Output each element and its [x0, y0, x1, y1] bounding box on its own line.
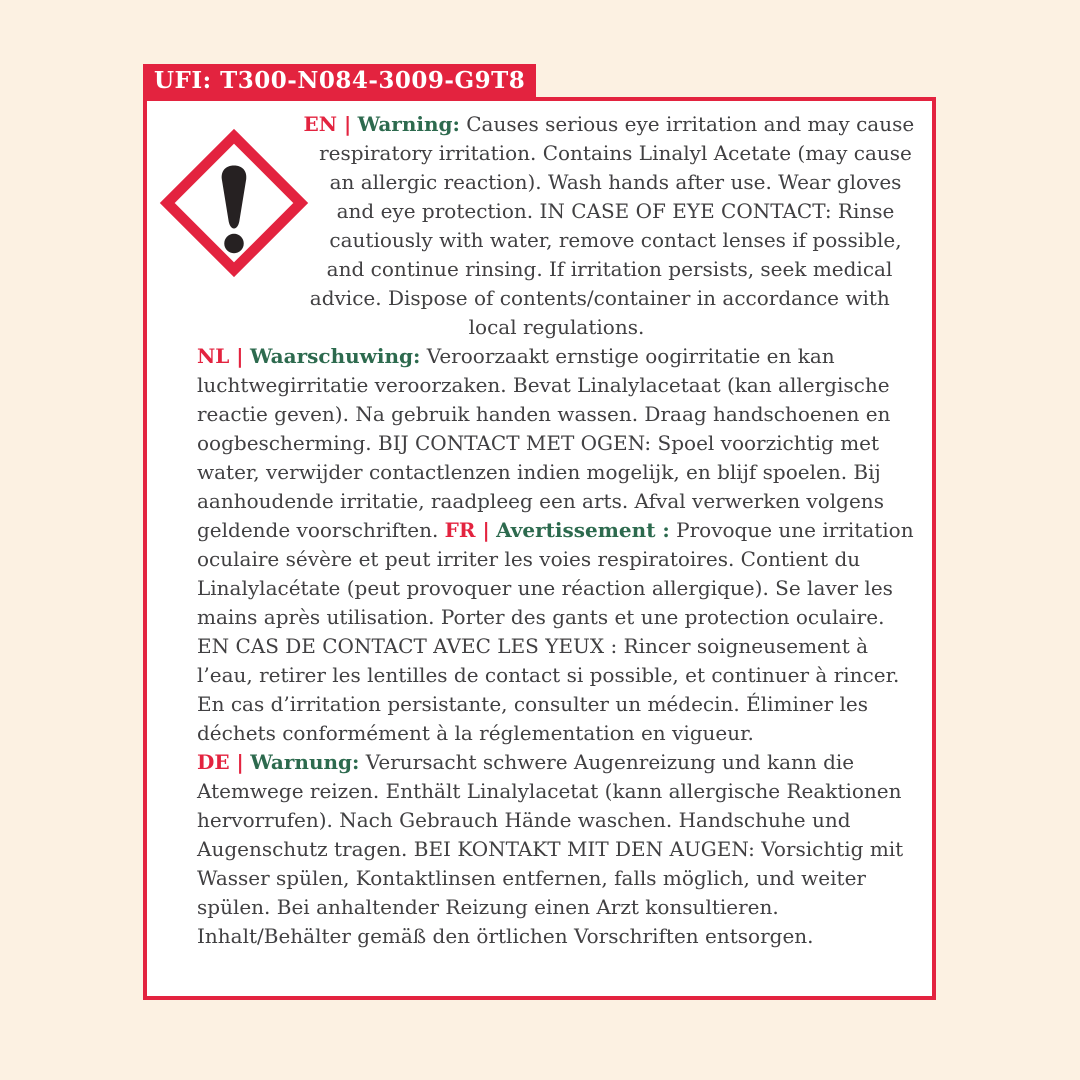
signal-word-en: Warning: [357, 112, 460, 136]
ufi-code-badge: UFI: T300-N084-3009-G9T8 [143, 64, 536, 98]
lang-label-de: DE | [197, 750, 244, 774]
signal-word-de: Warnung: [250, 750, 360, 774]
signal-word-fr: Avertissement : [496, 518, 670, 542]
hazard-text-de: Verursacht schwere Augenreizung und kann die Atemwege reizen. Enthält Linalylacetat (kann allergische Reaktionen hervorrufen). Nach Gebrauch Hände waschen. Handschuhe und Augenschutz tragen. BEI KONTAKT MIT DEN AUGEN: Vorsichtig mit Wasser spülen, Kontaktlinsen entfernen, falls möglich, und weiter spülen. Bei anhaltender Reizung einen Arzt konsultieren. Inhalt/Behälter gemäß den örtlichen Vorschriften entsorgen. [197, 750, 904, 948]
lang-label-en: EN | [303, 112, 352, 136]
ghs07-exclamation-icon [159, 128, 309, 278]
hazard-label-content [147, 101, 932, 951]
hazard-text-fr: Provoque une irritation oculaire sévère et peut irriter les voies respiratoires. Contient du Linalylacétate (peut provoquer une réaction allergique). Se laver les mains après utilisation. Porter des gants et une protection oculaire. EN CAS DE CONTACT AVEC LES YEUX : Rincer soigneusement à l’eau, retirer les lentilles de contact si possible, et continuer à rincer. En cas d’irritation persistante, consulter un médecin. Éliminer les déchets conformément à la réglementation en vigueur. [197, 518, 914, 745]
hazard-text-nl: Veroorzaakt ernstige oogirritatie en kan luchtwegirritatie veroorzaken. Bevat Linalylacetaat (kan allergische reactie geven). Na gebruik handen wassen. Draag handschoenen en oogbescherming. BIJ CONTACT MET OGEN: Spoel voorzichtig met water, verwijder contactlenzen indien mogelijk, en blijf spoelen. Bij aanhoudende irritatie, raadpleeg een arts. Afval verwerken volgens geldende voorschriften. [197, 344, 891, 542]
lang-label-fr: FR | [444, 518, 490, 542]
hazard-label-box [143, 97, 936, 1000]
hazard-text-en: Causes serious eye irritation and may cause respiratory irritation. Contains Linalyl Acetate (may cause an allergic reaction). Wash hands after use. Wear gloves and eye protection. IN CASE OF EYE CONTACT: Rinse cautiously with water, remove contact lenses if possible, and continue rinsing. If irritation persists, seek medical advice. Dispose of contents/container in accordance with local regulations. [309, 112, 915, 339]
section-de [197, 748, 916, 951]
signal-word-nl: Waarschuwing: [249, 344, 421, 368]
lang-label-nl: NL | [197, 344, 244, 368]
section-nl-fr [197, 342, 916, 748]
